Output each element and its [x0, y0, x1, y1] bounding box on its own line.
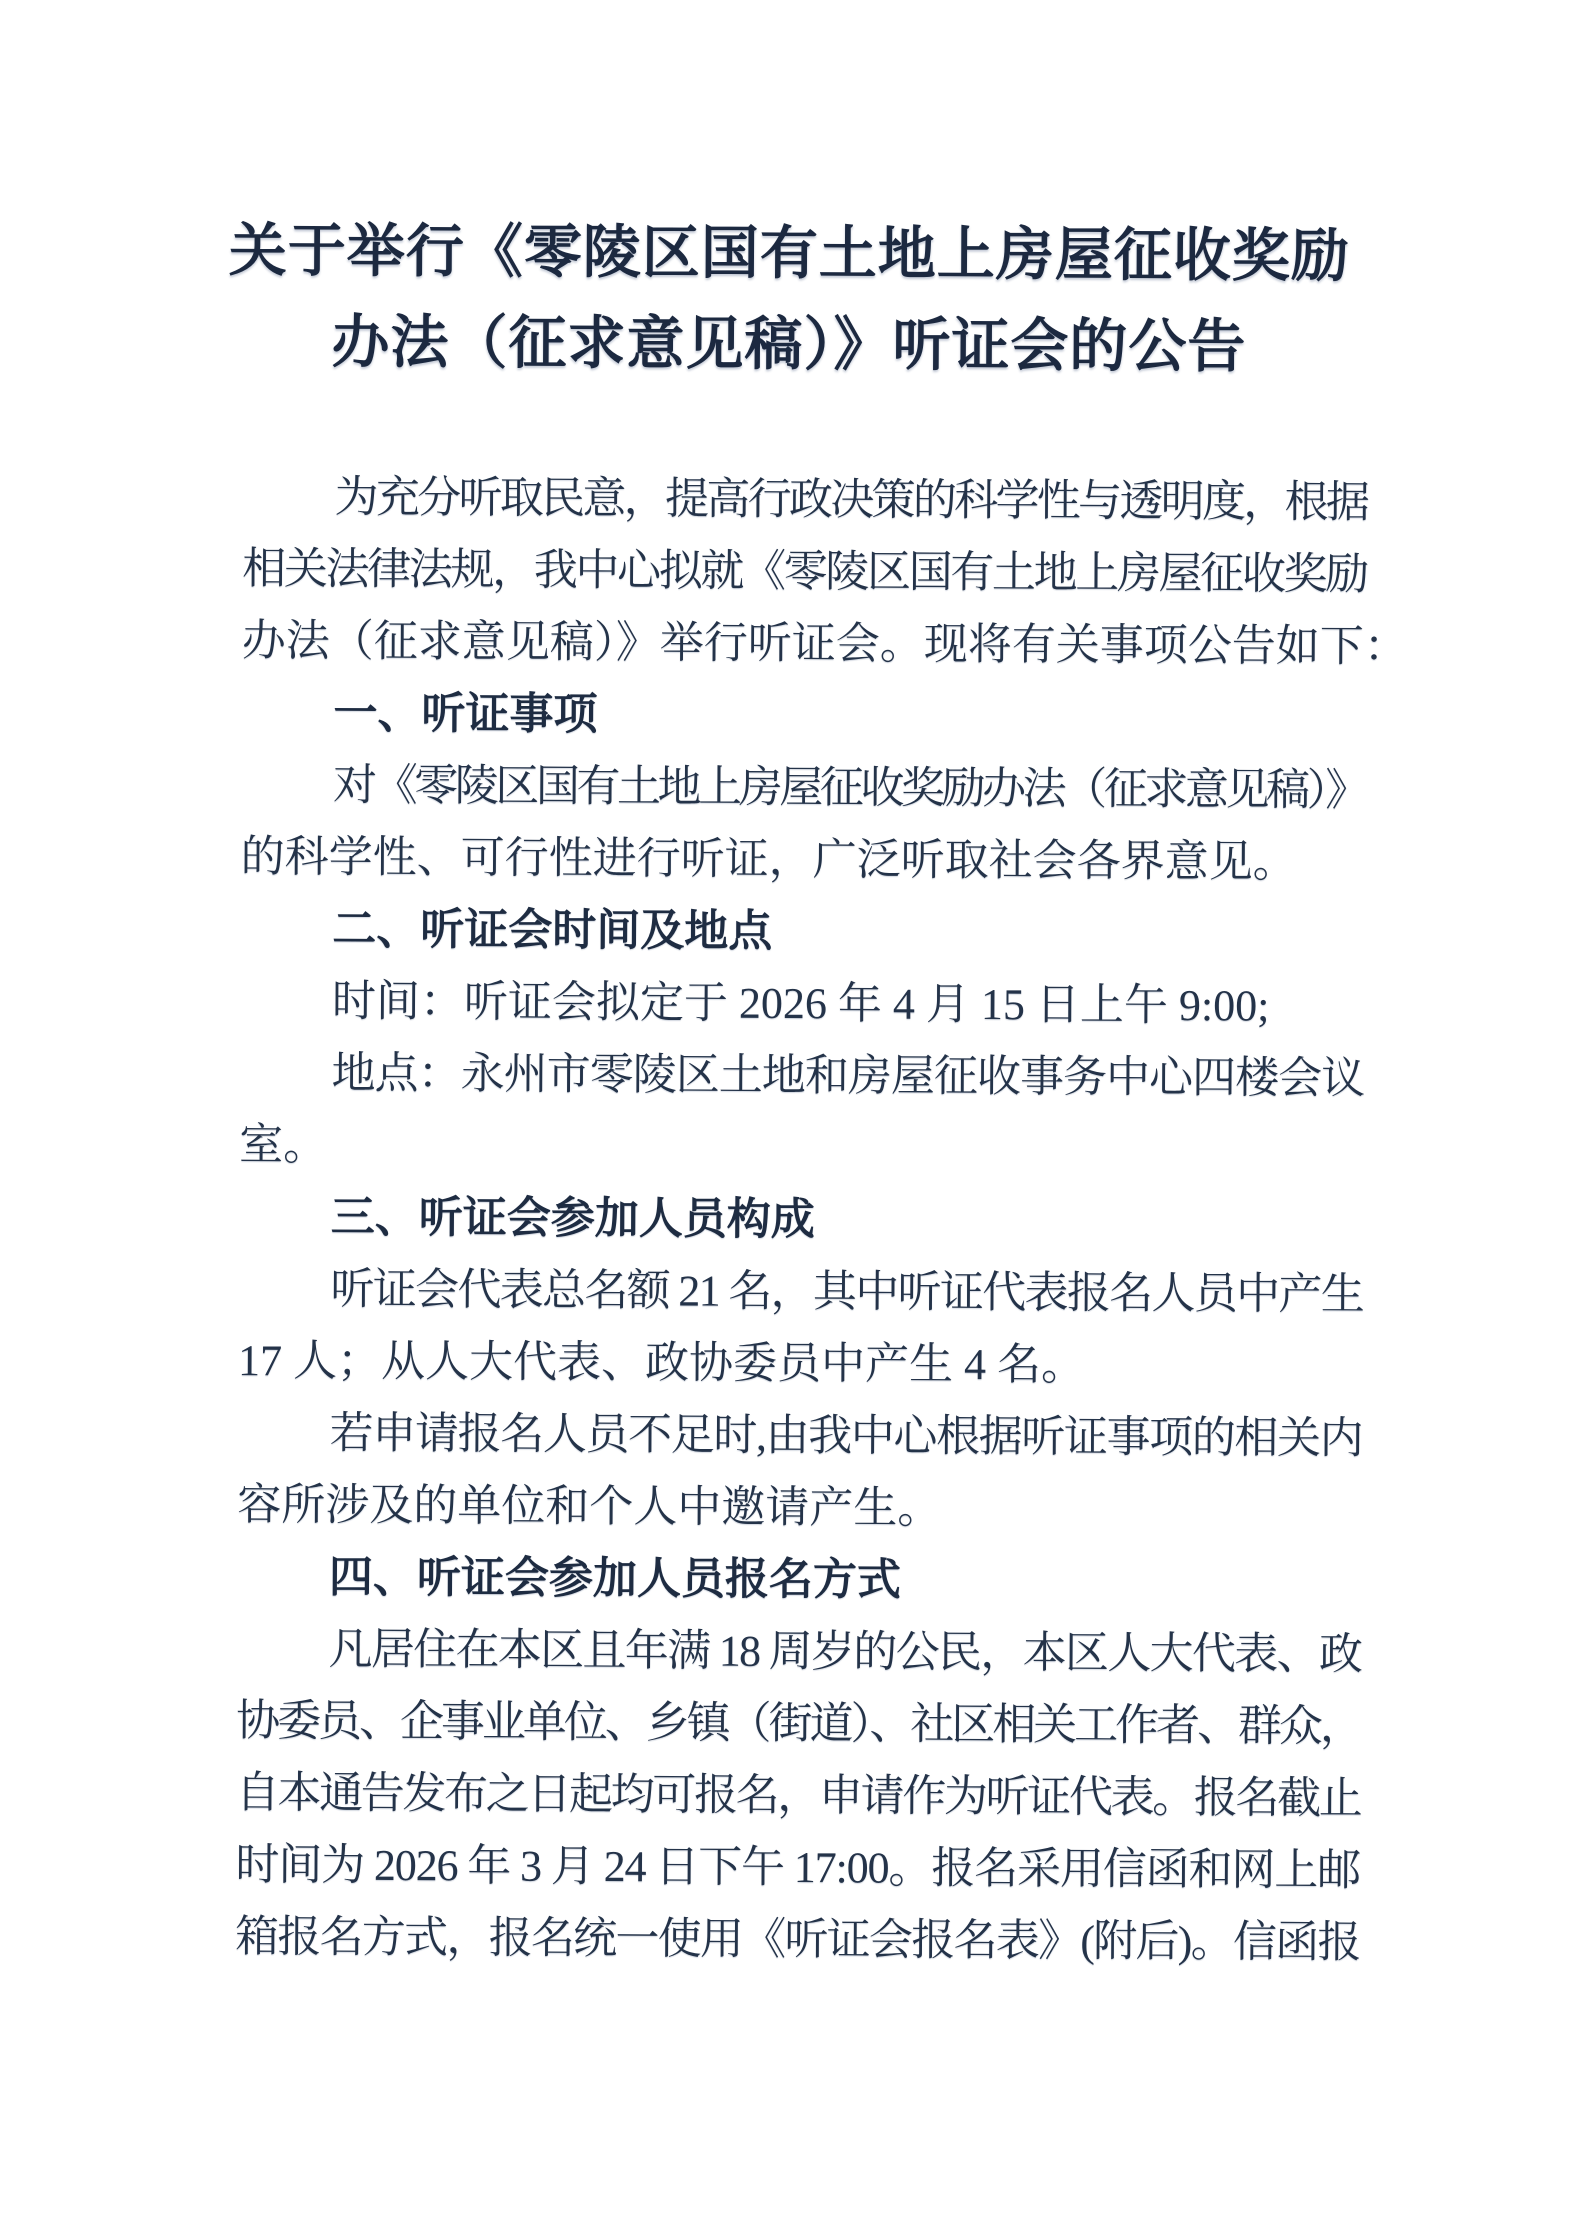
body-line: 室。 — [239, 1120, 328, 1170]
body-line: 若申请报名人员不足时,由我中心根据听证事项的相关内 — [329, 1408, 1363, 1464]
body-line: 17 人；从人大代表、政协委员中产生 4 名。 — [237, 1336, 1086, 1390]
body-line: 相关法律法规，我中心拟就《零陵区国有土地上房屋征收奖励 — [242, 544, 1368, 600]
body-line: 凡居住在本区且年满 18 周岁的公民，本区人大代表、政 — [328, 1624, 1362, 1680]
body-line: 为充分听取民意，提高行政决策的科学性与透明度，根据 — [334, 472, 1368, 528]
body-line: 的科学性、可行性进行听证，广泛听取社会各界意见。 — [240, 832, 1297, 887]
section-heading: 一、听证事项 — [333, 688, 598, 740]
document-title-line-2: 办法（征求意见稿）》听证会的公告 — [331, 309, 1247, 380]
body-line: 箱报名方式，报名统一使用《听证会报名表》(附后)。信函报 — [234, 1912, 1360, 1968]
document-body — [234, 461, 1408, 1979]
section-heading: 三、听证会参加人员构成 — [330, 1192, 815, 1245]
body-line: 时间：听证会拟定于 2026 年 4 月 15 日上午 9:00; — [331, 976, 1270, 1031]
body-line: 容所涉及的单位和个人中邀请产生。 — [237, 1480, 942, 1533]
body-line: 自本通告发布之日起均可报名，申请作为听证代表。报名截止 — [235, 1768, 1361, 1824]
body-line: 时间为 2026 年 3 月 24 日下午 17:00。报名采用信函和网上邮 — [235, 1840, 1361, 1896]
body-line: 听证会代表总名额 21 名，其中听证代表报名人员中产生 — [330, 1264, 1364, 1320]
body-line: 办法（征求意见稿）》举行听证会。现将有关事项公告如下： — [241, 616, 1408, 672]
body-line: 协委员、企事业单位、乡镇（街道）、社区相关工作者、群众， — [236, 1696, 1361, 1752]
section-heading: 二、听证会时间及地点 — [332, 904, 773, 956]
body-line: 地点：永州市零陵区土地和房屋征收事务中心四楼会议 — [331, 1048, 1365, 1104]
section-heading: 四、听证会参加人员报名方式 — [328, 1552, 902, 1605]
document-title — [3, 204, 1571, 394]
document-title-line-1: 关于举行《零陵区国有土地上房屋征收奖励 — [228, 218, 1351, 289]
body-line: 对《零陵区国有土地上房屋征收奖励办法（征求意见稿）》 — [332, 760, 1366, 816]
